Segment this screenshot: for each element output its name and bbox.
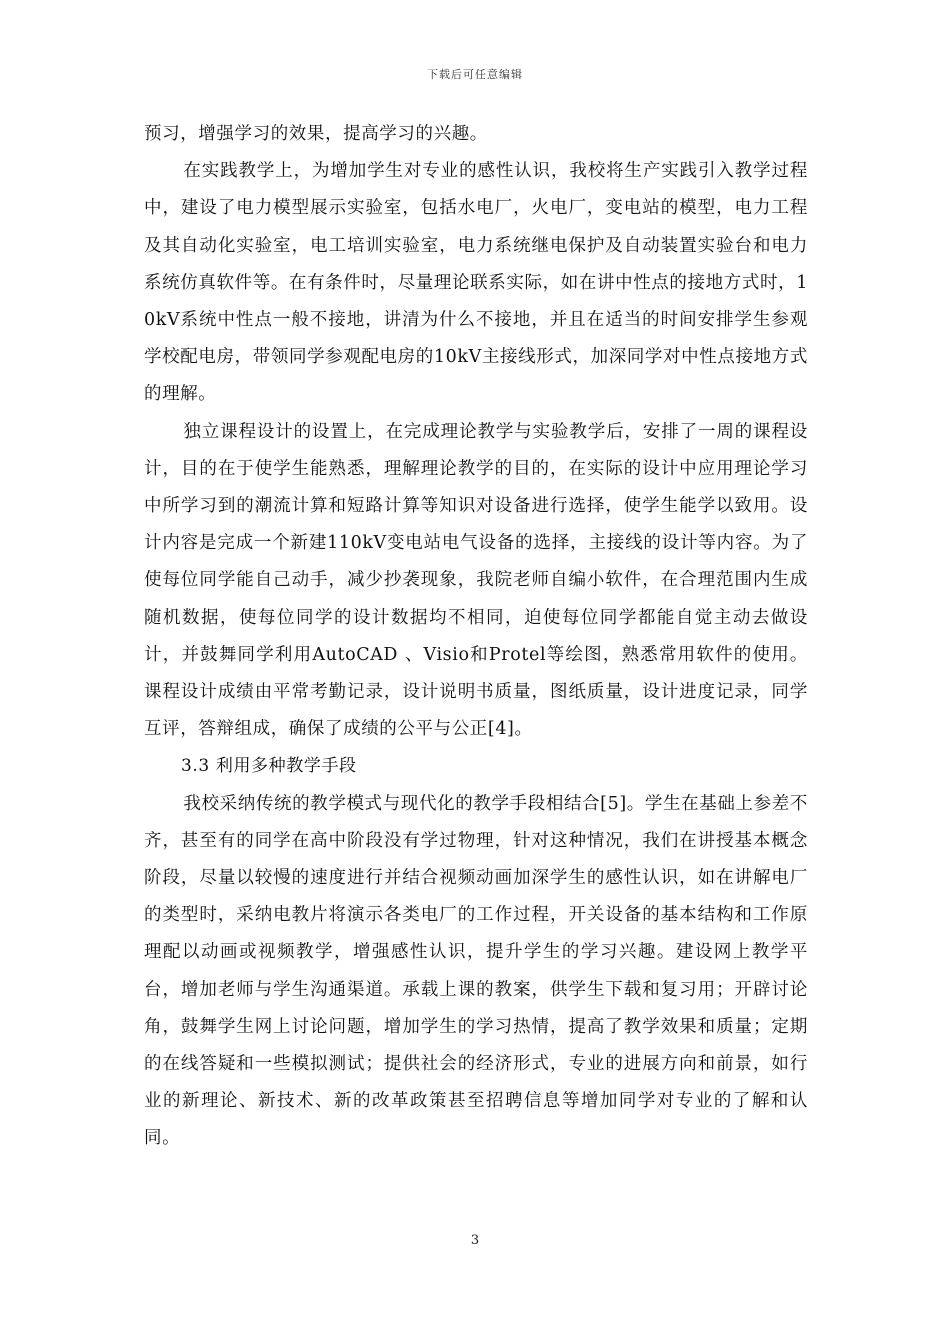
paragraph-course-design: 独立课程设计的设置上，在完成理论教学与实验教学后，安排了一周的课程设计，目的在于使学生能熟悉，理解理论教学的目的，在实际的设计中应用理论学习中所学习到的潮流计算和短路计算等知识对设备进行选择，使学生能学以致用。设计内容是完成一个新建110kV变电站电气设备的选择，主接线的设计等内容。为了使每位同学能自己动手，减少抄袭现象，我院老师自编小软件，在合理范围内生成随机数据，使每位同学的设计数据均不相同，迫使每位同学都能自觉主动去做设计，并鼓舞同学利用AutoCAD 、Visio和Protel等绘图，熟悉常用软件的使用。课程设计成绩由平常考勤记录，设计说明书质量，图纸质量，设计进度记录，同学互评，答辩组成，确保了成绩的公平与公正[4]。 xyxy=(144,421,808,740)
page-header: 下载后可任意编辑 xyxy=(427,68,523,81)
document-body xyxy=(144,116,808,1158)
paragraph-practice-teaching: 在实践教学上，为增加学生对专业的感性认识，我校将生产实践引入教学过程中，建设了电力模型展示实验室，包括水电厂，火电厂，变电站的模型，电力工程及其自动化实验室，电工培训实验室，电力系统继电保护及自动装置实验台和电力系统仿真软件等。在有条件时，尽量理论联系实际，如在讲中性点的接地方式时，10kV系统中性点一般不接地，讲清为什么不接地，并且在适当的时间安排学生参观学校配电房，带领同学参观配电房的10kV主接线形式，加深同学对中性点接地方式的理解。 xyxy=(144,161,808,405)
section-heading: 3.3 利用多种教学手段 xyxy=(181,756,357,777)
paragraph-continuation: 预习，增强学习的效果，提高学习的兴趣。 xyxy=(144,124,488,144)
paragraph-teaching-methods: 我校采纳传统的教学模式与现代化的教学手段相结合[5]。学生在基础上参差不齐，甚至有的同学在高中阶段没有学过物理，针对这种情况，我们在讲授基本概念阶段，尽量以较慢的速度进行并结合视频动画加深学生的感性认识，如在讲解电厂的类型时，采纳电教片将演示各类电厂的工作过程，开关设备的基本结构和工作原理配以动画或视频教学，增强感性认识，提升学生的学习兴趣。建设网上教学平台，增加老师与学生沟通渠道。承载上课的教案，供学生下载和复习用；开辟讨论角，鼓舞学生网上讨论问题，增加学生的学习热情，提高了教学效果和质量；定期的在线答疑和一些模拟测试；提供社会的经济形式，专业的进展方向和前景，如行业的新理论、新技术、新的改革政策甚至招聘信息等增加同学对专业的了解和认同。 xyxy=(144,793,808,1149)
page-number: 3 xyxy=(470,1233,480,1248)
